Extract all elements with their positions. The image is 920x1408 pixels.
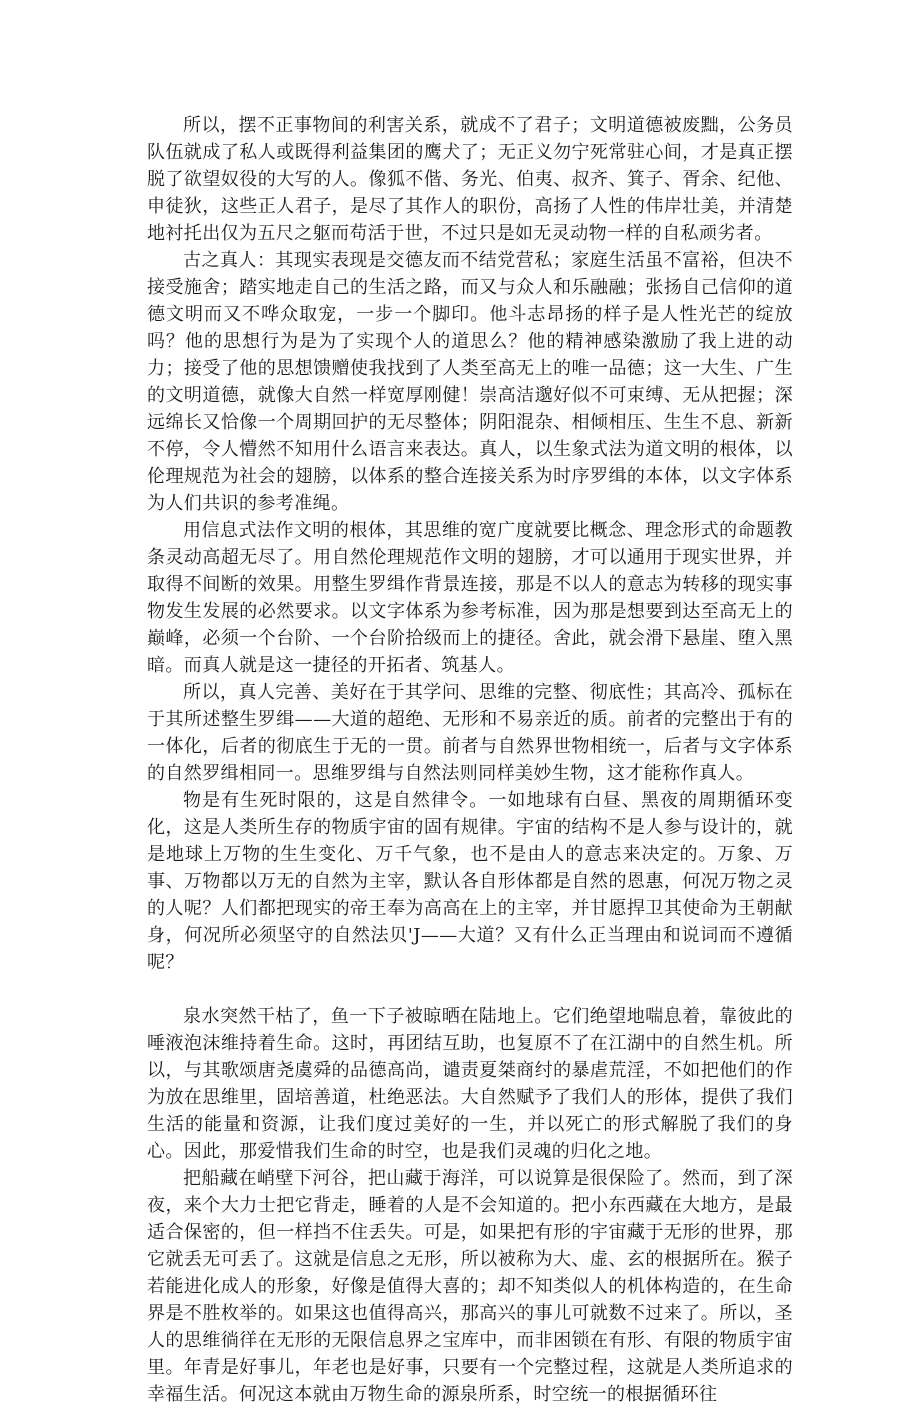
paragraph-4: 所以，真人完善、美好在于其学问、思维的完整、彻底性；其高冷、孤标在于其所述整生罗缉——大道的超绝、无形和不易亲近的质。前者的完整出于有的一体化，后者的彻底生于无的一贯。前者与自然界世物相统一，后者与文字体系的自然罗缉相同一。思维罗缉与自然法则同样美妙生物，这才能称作真人。: [147, 682, 793, 784]
paragraph-3: 用信息式法作文明的根体，其思维的宽广度就要比概念、理念形式的命题教条灵动高超无尽了。用自然伦理规范作文明的翅膀，才可以通用于现实世界，并取得不间断的效果。用整生罗缉作背景连接，那是不以人的意志为转移的现实事物发生发展的必然要求。以文字体系为参考标准，因为那是想要到达至高无上的巅峰，必须一个台阶、一个台阶拾级而上的捷径。舍此，就会滑下悬崖、堕入黑暗。而真人就是这一捷径的开拓者、筑基人。: [147, 520, 793, 676]
paragraph-2: 古之真人：其现实表现是交德友而不结党营私；家庭生活虽不富裕，但决不接受施舍；踏实地走自己的生活之路，而又与众人和乐融融；张扬自己信仰的道德文明而又不哗众取宠，一步一个脚印。他斗志昂扬的样子是人性光芒的绽放吗？他的思想行为是为了实现个人的道思么？他的精神感染激励了我上进的动力；接受了他的思想馈赠使我找到了人类至高无上的唯一品德；这一大生、广生的文明道德，就像大自然一样宽厚刚健！崇高洁邈好似不可束缚、无从把握；深远绵长又恰像一个周期回护的无尽整体；阴阳混杂、相倾相压、生生不息、新新不停，令人懵然不知用什么语言来表达。真人，以生象式法为道文明的根体，以伦理规范为社会的翅膀，以体系的整合连接关系为时序罗缉的本体，以文字体系为人们共识的参考准绳。: [147, 250, 793, 514]
paragraph-5: 物是有生死时限的，这是自然律令。一如地球有白昼、黑夜的周期循环变化，这是人类所生存的物质宇宙的固有规律。宇宙的结构不是人参与设计的，就是地球上万物的生生变化、万千气象，也不是由人的意志来决定的。万象、万事、万物都以万无的自然为主宰，默认各自形体都是自然的恩惠，何况万物之灵的人呢？人们都把现实的帝王奉为高高在上的主宰，并甘愿捍卫其使命为王朝献身，何况所必须坚守的自然法贝'J——大道？又有什么正当理由和说词而不遵循呢？: [147, 790, 793, 973]
section-divider-space: [147, 976, 793, 1003]
paragraph-1: 所以，摆不正事物间的利害关系，就成不了君子；文明道德被废黜，公务员队伍就成了私人或既得利益集团的鹰犬了；无正义勿宁死常驻心间，才是真正摆脱了欲望奴役的大写的人。像狐不偕、务光、伯夷、叔齐、箕子、胥余、纪他、申徒狄，这些正人君子，是尽了其作人的职份，高扬了人性的伟岸壮美，并清楚地衬托出仅为五尺之躯而苟活于世，不过只是如无灵动物一样的自私顽劣者。: [147, 115, 793, 244]
paragraph-7: 把船藏在峭壁下河谷，把山藏于海洋，可以说算是很保险了。然而，到了深夜，来个大力士把它背走，睡着的人是不会知道的。把小东西藏在大地方，是最适合保密的，但一样挡不住丢失。可是，如果把有形的宇宙藏于无形的世界，那它就丢无可丢了。这就是信息之无形，所以被称为大、虚、玄的根据所在。猴子若能进化成人的形象，好像是值得大喜的；却不知类似人的机体构造的，在生命界是不胜枚举的。如果这也值得高兴，那高兴的事儿可就数不过来了。所以，圣人的思维徜徉在无形的无限信息界之宝库中，而非困锁在有形、有限的物质宇宙里。年青是好事儿，年老也是好事，只要有一个完整过程，这就是人类所追求的幸福生活。何况这本就由万物生命的源泉所系，时空统一的根据循环往: [147, 1168, 793, 1405]
document-body: [147, 112, 793, 1408]
paragraph-6: 泉水突然干枯了，鱼一下子被晾晒在陆地上。它们绝望地喘息着，靠彼此的唾液泡沫维持着生命。这时，再团结互助，也复原不了在江湖中的自然生机。所以，与其歌颂唐尧虞舜的品德高尚，谴责夏桀商纣的暴虐荒淫，不如把他们的作为放在思维里，固培善道，杜绝恶法。大自然赋予了我们人的形体，提供了我们生活的能量和资源，让我们度过美好的一生，并以死亡的形式解脱了我们的身心。因此，那爱惜我们生命的时空，也是我们灵魂的归化之地。: [147, 1006, 793, 1162]
